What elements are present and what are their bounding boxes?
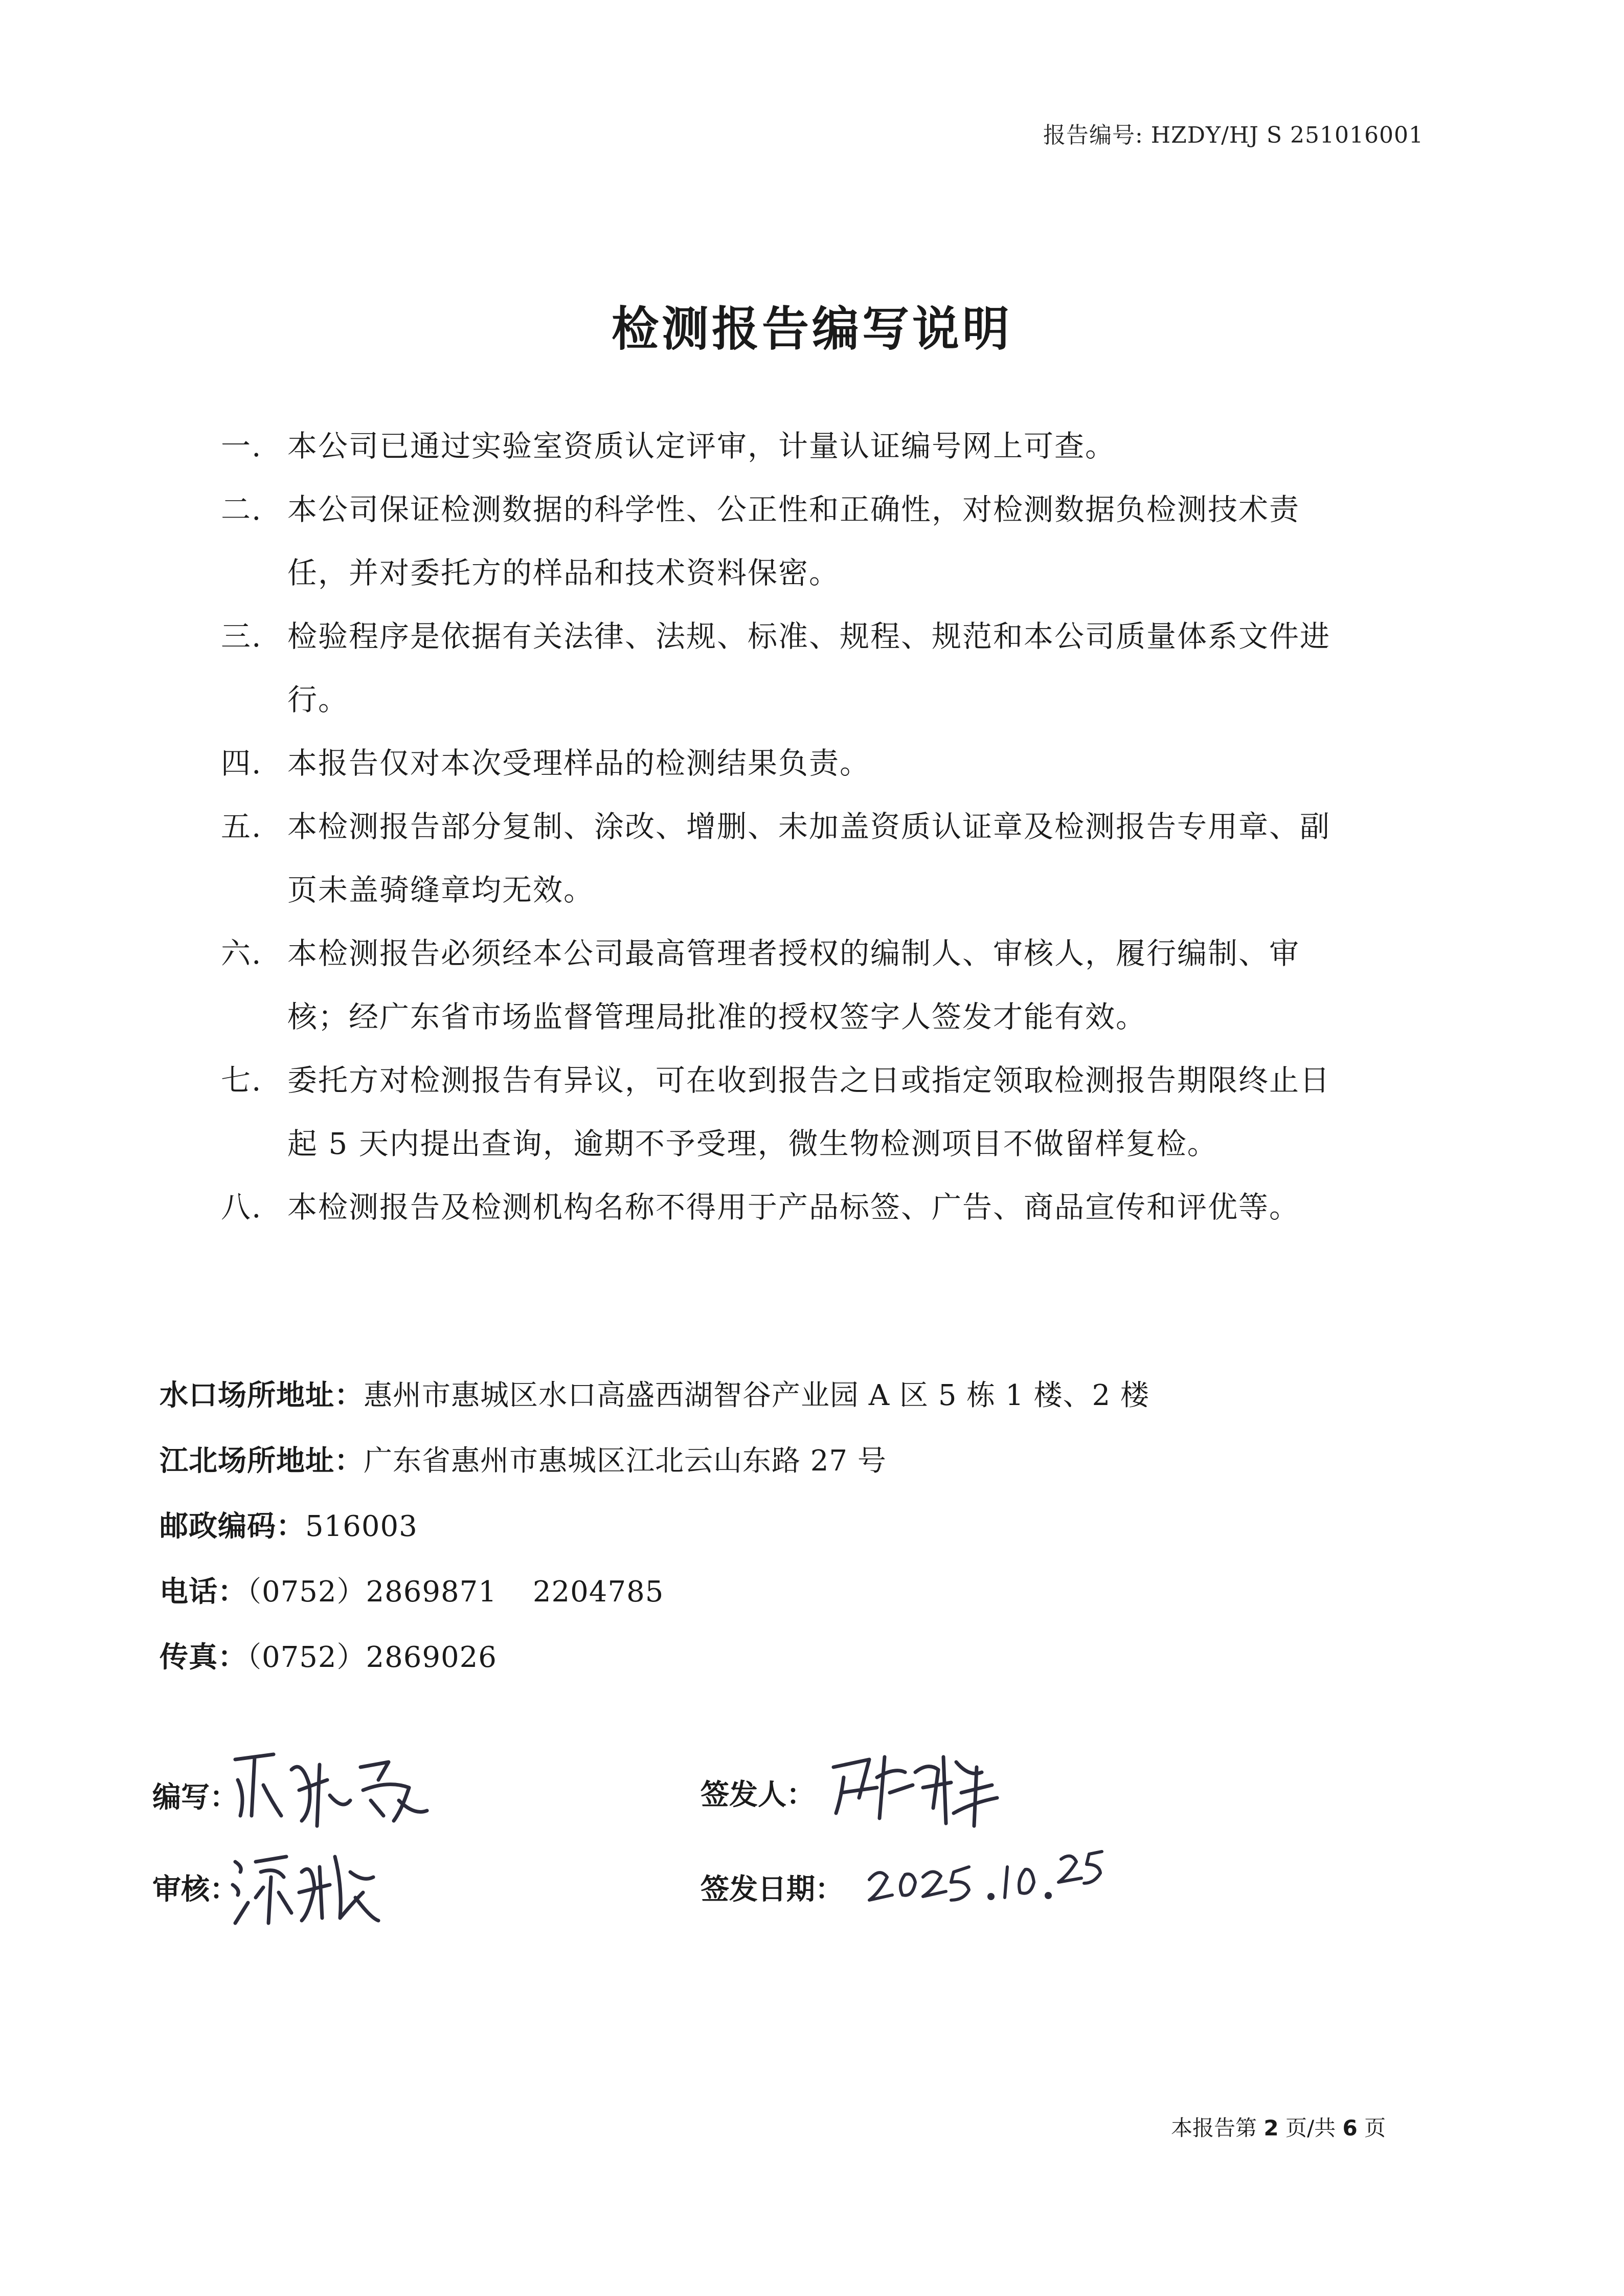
postcode-label: 邮政编码：	[160, 1510, 305, 1543]
instruction-text: 本公司保证检测数据的科学性、公正性和正确性，对检测数据负检测技术责任，并对委托方的样品和技术资料保密。	[287, 492, 1300, 590]
phone-label: 电话：	[160, 1575, 247, 1609]
instruction-item	[221, 605, 1336, 731]
phone-value: （0752）2869871	[247, 1575, 497, 1609]
instruction-item	[221, 1175, 1336, 1239]
fax-row	[160, 1625, 1489, 1690]
instruction-item	[221, 1049, 1336, 1175]
reviewer-signature	[225, 1836, 389, 1933]
page-footer	[1171, 2111, 1386, 2142]
footer-prefix: 本报告第	[1171, 2115, 1257, 2141]
compiler-label: 编写：	[152, 1781, 238, 1814]
instruction-number: 一.	[221, 429, 262, 463]
instruction-item	[221, 731, 1336, 795]
instruction-text: 本检测报告部分复制、涂改、增删、未加盖资质认证章及检测报告专用章、副页未盖骑缝章均无效。	[287, 809, 1331, 907]
issuer-label: 签发人：	[701, 1778, 815, 1812]
instruction-list	[221, 414, 1336, 1239]
instruction-number: 二.	[221, 492, 262, 527]
footer-total-pages: 6	[1342, 2115, 1358, 2141]
instruction-number: 六.	[221, 936, 262, 971]
jiangbei-address-label: 江北场所地址：	[160, 1444, 364, 1478]
issuer-signature	[828, 1736, 1002, 1834]
instruction-text: 本报告仅对本次受理样品的检测结果负责。	[287, 746, 871, 781]
report-number: 报告编号: HZDY/HJ S 251016001	[1043, 122, 1424, 148]
instruction-text: 本检测报告及检测机构名称不得用于产品标签、广告、商品宣传和评优等。	[287, 1190, 1300, 1224]
compiler-signature	[225, 1739, 440, 1841]
jiangbei-address-row	[160, 1429, 1489, 1494]
instruction-number: 五.	[221, 809, 262, 844]
contact-info	[160, 1363, 1489, 1690]
instruction-text: 本公司已通过实验室资质认定评审，计量认证编号网上可查。	[287, 429, 1116, 463]
postcode-value: 516003	[305, 1510, 418, 1543]
shuikou-address-value: 惠州市惠城区水口高盛西湖智谷产业园 A 区 5 栋 1 楼、2 楼	[364, 1379, 1149, 1412]
shuikou-address-label: 水口场所地址：	[160, 1379, 364, 1412]
phone-row	[160, 1559, 1489, 1625]
instruction-text: 委托方对检测报告有异议，可在收到报告之日或指定领取检测报告期限终止日起 5 天内提出查询，逾期不予受理，微生物检测项目不做留样复检。	[287, 1063, 1331, 1161]
instruction-text: 检验程序是依据有关法律、法规、标准、规程、规范和本公司质量体系文件进行。	[287, 619, 1331, 717]
footer-middle: 页/共	[1285, 2115, 1336, 2141]
phone-value-2: 2204785	[532, 1575, 664, 1609]
fax-label: 传真：	[160, 1641, 247, 1674]
issue-date-handwritten	[864, 1836, 1110, 1913]
postcode-row	[160, 1494, 1489, 1559]
instruction-number: 四.	[221, 746, 262, 781]
instruction-item	[221, 478, 1336, 605]
page-title: 检测报告编写说明	[611, 302, 1012, 356]
issue-date-label: 签发日期：	[701, 1873, 844, 1906]
instruction-item	[221, 414, 1336, 478]
footer-suffix: 页	[1364, 2115, 1386, 2141]
instruction-number: 三.	[221, 619, 262, 654]
footer-page-number: 2	[1264, 2115, 1279, 2141]
instruction-item	[221, 922, 1336, 1049]
jiangbei-address-value: 广东省惠州市惠城区江北云山东路 27 号	[364, 1444, 887, 1478]
instruction-text: 本检测报告必须经本公司最高管理者授权的编制人、审核人，履行编制、审核；经广东省市场监督管理局批准的授权签字人签发才能有效。	[287, 936, 1300, 1034]
instruction-number: 八.	[221, 1190, 262, 1224]
instruction-number: 七.	[221, 1063, 262, 1098]
reviewer-label: 审核：	[152, 1873, 238, 1906]
fax-value: （0752）2869026	[247, 1641, 497, 1674]
instruction-item	[221, 795, 1336, 922]
shuikou-address-row	[160, 1363, 1489, 1429]
